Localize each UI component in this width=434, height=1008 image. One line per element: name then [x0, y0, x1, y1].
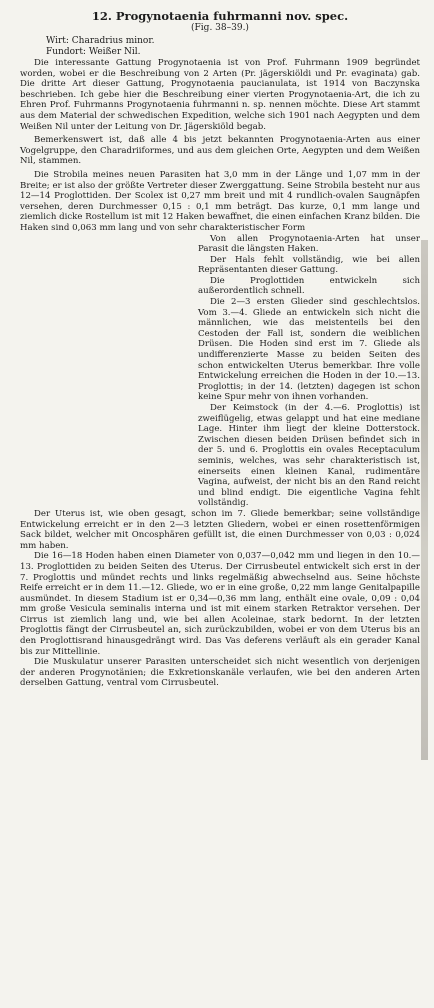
locality-line: Fundort: Weißer Nil.	[46, 47, 141, 57]
paragraph-testes: Die 16—18 Hoden haben einen Diameter von 0,037—0,042 mm und liegen in den 10.—13. Proglottiden zu beiden Seiten des Uterus. Der Cirrusbeutel entwickelt sich erst in der 7. Proglottis und mündet rechts und links regelmäßig abwechselnd aus. Seine höchste Reife erreicht er in dem 11.—12. Gliede, wo er in eine große, 0,22 mm lange Genitalpapille ausmündet. In diesem Stadium ist er 0,34—0,36 mm lang, enthält eine ovale, 0,09 : 0,04 mm große Vesicula seminalis interna und ist mit einem starken Retraktor versehen. Der Cirrus ist ziemlich lang und, wie bei allen Acoleinae, stark bedornt. In der letzten Proglottis fängt der Cirrusbeutel an, sich zurückzubilden, wobei er von dem Uterus bis an den Proglottisrand hinausgedrängt wird. Das Vas deferens verläuft als ein gerader Kanal bis zur Mittellinie.	[20, 551, 420, 657]
figure-side-column	[198, 234, 420, 509]
paragraph-strobila: Die Strobila meines neuen Parasiten hat 3,0 mm in der Länge und 1,07 mm in der Breite; er ist also der größte Vertreter dieser Zwerggattung. Seine Strobila besteht nur aus 12—14 Proglottiden. Der Scolex ist 0,27 mm breit und mit 4 rundlich-ovalen Saugnäpfen versehen, deren Durchmesser 0,15 : 0,1 mm beträgt. Das kurze, 0,1 mm lange und ziemlich dicke Rostellum ist mit 12 Haken bewaffnet, die einen einfachen Kranz bilden. Die Haken sind 0,063 mm lang und von sehr charakteristischer Form	[20, 169, 420, 233]
paragraph-neck: Der Hals fehlt vollständig, wie bei allen Repräsentanten dieser Gattung.	[198, 254, 420, 276]
paragraph-intro: Die interessante Gattung Progynotaenia ist von Prof. Fuhrmann 1909 begründet worden, wobei er die Beschreibung von 2 Arten (Pr. jägerskiöldi und Pr. evaginata) gab. Die dritte Art dieser Gattung, Progynotaenia paucianulata, ist 1914 von Baczynska beschrieben. Ich gebe hier die Beschreibung einer vierten Progynotaenia-Art, die ich zu Ehren Prof. Fuhrmanns Progynotaenia fuhrmanni n. sp. nennen möchte. Diese Art stammt aus dem Material der schwedischen Expedition, welche sich 1901 nach Aegypten und dem Weißen Nil unter der Leitung von Dr. Jägerskiöld begab.	[20, 58, 420, 132]
document-page	[20, 10, 420, 689]
paragraph-remark: Bemerkenswert ist, daß alle 4 bis jetzt bekannten Progynotaenia-Arten aus einer Vogelgruppe, den Charadriiformes, und aus dem gleichen Orte, Aegypten und dem Weißen Nil, stammen.	[20, 135, 420, 167]
paragraph-proglottids: Die Proglottiden entwickeln sich außerordentlich schnell.	[198, 275, 420, 297]
host-line: Wirt: Charadrius minor.	[46, 36, 155, 46]
page-edge-shadow	[421, 240, 428, 760]
paragraph-uterus: Der Uterus ist, wie oben gesagt, schon im 7. Gliede bemerkbar; seine vollständige Entwickelung erreicht er in den 2—3 letzten Gliedern, wobei er einen rosettenförmigen Sack bildet, welcher mit Oncosphären gefüllt ist, die einen Durchmesser von 0,03 : 0,024 mm haben.	[20, 508, 420, 551]
paragraph-musculature: Die Muskulatur unserer Parasiten unterscheidet sich nicht wesentlich von derjenigen der anderen Progynotänien; die Exkretionskanäle verlaufen, wie bei den anderen Arten derselben Gattung, ventral vom Cirrusbeutel.	[20, 657, 420, 689]
section-title: 12. Progynotaenia fuhrmanni nov. spec.	[91, 9, 349, 23]
figure-reference: (Fig. 38–39.)	[191, 23, 249, 33]
paragraph-first-segments: Die 2—3 ersten Glieder sind geschlechtslos. Vom 3.—4. Gliede an entwickeln sich nicht die männlichen, wie das meistenteils bei den Cestoden der Fall ist, sondern die weiblichen Drüsen. Die Hoden sind erst im 7. Gliede als undifferenzierte Masse zu beiden Seiten des schon entwickelten Uterus bemerkbar. Ihre volle Entwickelung erreichen die Hoden in der 10.—13. Proglottis; in der 14. (letzten) dagegen ist schon keine Spur mehr von ihnen vorhanden.	[198, 297, 420, 403]
paragraph-hooks: Von allen Progynotaenia-Arten hat unser Parasit die längsten Haken.	[198, 233, 420, 255]
paragraph-ovary: Der Keimstock (in der 4.—6. Proglottis) ist zweiflügelig, etwas gelappt und hat eine mediane Lage. Hinter ihm liegt der kleine Dotterstock. Zwischen diesen beiden Drüsen befindet sich in der 5. und 6. Proglottis ein ovales Receptaculum seminis, welches, was sehr charakteristisch ist, einerseits einen kleinen Kanal, rudimentäre Vagina, aufweist, der nicht bis an den Rand reicht und blind endigt. Die eigentliche Vagina fehlt vollständig.	[198, 403, 420, 509]
